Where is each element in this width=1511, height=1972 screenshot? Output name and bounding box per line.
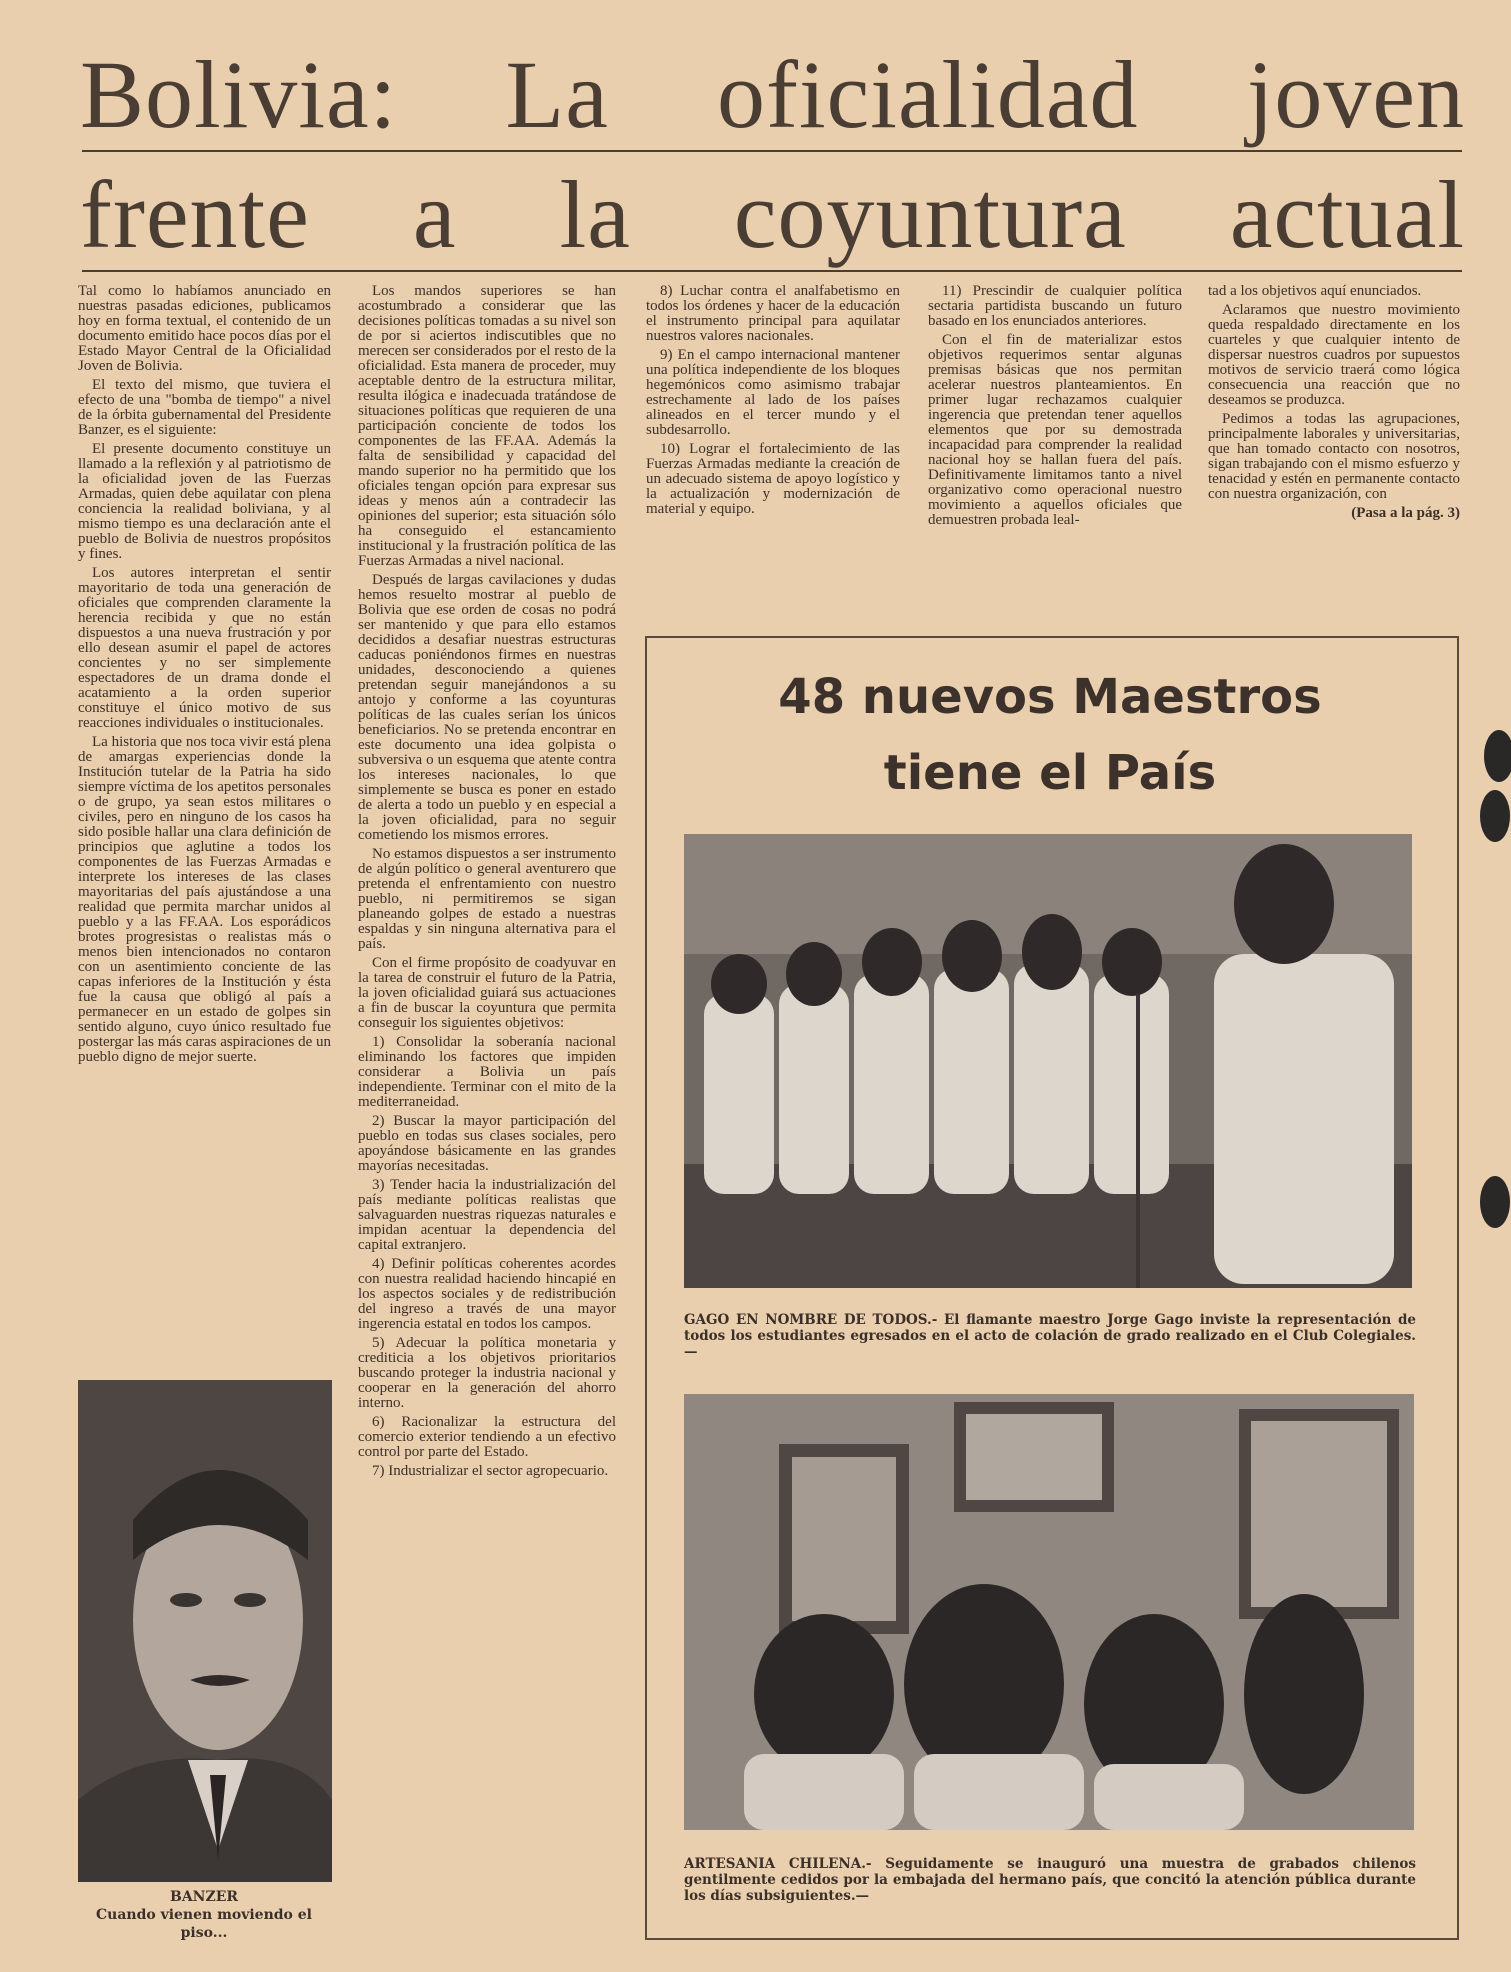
headline-line-2 <box>80 160 1465 270</box>
exhibition-caption: ARTESANIA CHILENA.- Seguidamente se inauguró una muestra de grabados chilenos gentilmente cedidos por la embajada del hermano país, que concitó la atención pública durante los días subsiguientes.— <box>684 1856 1416 1904</box>
article-column-3 <box>646 284 900 614</box>
paragraph: 8) Luchar contra el analfabetismo en todos los órdenes y hacer de la educación el instrumento principal para aquilatar nuestros valores nacionales. <box>646 284 900 344</box>
portrait-image <box>78 1380 332 1882</box>
headline-line-1 <box>80 40 1465 150</box>
paragraph: 5) Adecuar la política monetaria y crediticia a los objetivos prioritarios buscando proteger la industria nacional y cooperar en la generación del ahorro interno. <box>358 1335 616 1411</box>
headline-word: coyuntura <box>733 161 1127 268</box>
article-column-4 <box>928 284 1182 614</box>
paragraph: Los mandos superiores se han acostumbrado a considerar que las decisiones políticas tomadas a su nivel son de por si aciertos indiscutibles que no merecen ser considerados por el resto de la oficialidad. Esta manera de proceder, muy aceptable dentro de la estructura militar, resulta ilógica e inadecuada tratándose de situaciones políticas que requieren de una participación conciente de todos los componentes de las FF.AA. Además la falta de sensibilidad y capacidad del mando superior no ha permitido que los oficiales tengan opción para expresar sus ideas y menos aún a contradecir las opiniones del superior; esta situación sólo ha conseguido el estancamiento institucional y la frustración política de las Fuerzas Armadas a nivel nacional. <box>358 284 616 569</box>
paragraph: 4) Definir políticas coherentes acordes con nuestra realidad haciendo hincapié en los aspectos sociales y de redistribución del ingreso a través de una mayor ingerencia estatal en todos los campos. <box>358 1256 616 1332</box>
headline-word: actual <box>1229 161 1465 268</box>
headline-word: La <box>505 41 609 148</box>
article-column-5 <box>1208 284 1460 614</box>
banzer-photo <box>78 1380 332 1882</box>
paragraph: tad a los objetivos aquí enunciados. <box>1208 284 1422 299</box>
paragraph: La historia que nos toca vivir está plena de amargas experiencias donde la Institución tutelar de la Patria ha sido siempre víctima de los apetitos personales o de grupo, ya sean estos militares o civiles, pero en ninguno de los casos ha sido posible hallar una clara definición de principios que aglutine a todos los componentes de las Fuerzas Armadas e interprete los intereses de las clases mayoritarias del país ajustándose a una realidad que permita marchar unidos al pueblo y a las FF.AA. Los esporádicos brotes progresistas o realistas más o menos bien intencionados no contaron con un asentimiento conciente de las capas inferiores de la Institución y ésta fue la causa que obligó al país a permanecer en un estado de golpes sin sentido alguno, cuyo único resultado fue postergar las más caras aspiraciones de un pueblo digno de mejor suerte. <box>78 734 331 1065</box>
headline-word: Bolivia: <box>80 41 398 148</box>
article-column-2 <box>358 284 616 1934</box>
banzer-name: BANZER <box>169 1889 239 1905</box>
paragraph: 2) Buscar la mayor participación del pueblo en todas sus clases sociales, pero apoyándose básicamente en las grandes mayorías necesitadas. <box>358 1113 616 1174</box>
paragraph: Pedimos a todas las agrupaciones, principalmente laborales y universitarias, que han tomado contacto con nosotros, sigan trabajando con el mismo esfuerzo y tenacidad y estén en permanente contacto con nuestra organización, con <box>1208 411 1460 502</box>
graduation-photo <box>684 834 1412 1288</box>
graduation-caption: GAGO EN NOMBRE DE TODOS.- El flamante maestro Jorge Gago inviste la representación de todos los estudiantes egresados en el acto de colación de grado realizado en el Club Colegiales.— <box>684 1312 1416 1360</box>
binder-hole <box>1484 730 1511 782</box>
paragraph: Aclaramos que nuestro movimiento queda respaldado directamente en los cuarteles y que cualquier intento de dispersar nuestros cuadros por supuestos motivos de servicio traerá como lógica consecuencia una reacción que no deseamos se produzca. <box>1208 302 1460 408</box>
paragraph: 10) Lograr el fortalecimiento de las Fuerzas Armadas mediante la creación de un adecuado sistema de apoyo logístico y la actualización y modernización de material y equipo. <box>646 441 900 517</box>
maestros-title-line-2: tiene el País <box>883 745 1217 801</box>
headline-word: oficialidad <box>717 41 1139 148</box>
paragraph: 3) Tender hacia la industrialización del país mediante políticas realistas que salvaguarden nuestras riquezas naturales e impidan acentuar la dependencia del capital extranjero. <box>358 1177 616 1253</box>
headline-rule <box>82 150 1462 152</box>
paragraph: Después de largas cavilaciones y dudas hemos resuelto mostrar al pueblo de Bolivia que ese orden de cosas no podrá ser mantenido y que para ello estamos decididos a desafiar nuestras estructuras caducas poniéndonos firmes en nuestras unidades, desconociendo a quienes pretendan seguir manejándonos a su antojo y conforme a las coyunturas políticas de las cuales serían los únicos beneficiarios. No se pretenda encontrar en este documento una idea golpista o subversiva o un esquema que atente contra los intereses nacionales, lo que simplemente se busca es poner en estado de alerta a todo un pueblo y en especial a la joven oficialidad, para no seguir cometiendo los mismos errores. <box>358 572 616 843</box>
paragraph: Tal como lo habíamos anunciado en nuestras pasadas ediciones, publicamos hoy en forma textual, el contenido de un documento emitido hace pocos días por el Estado Mayor Central de la Oficialidad Joven de Bolivia. <box>78 284 331 374</box>
paragraph: No estamos dispuestos a ser instrumento de algún político o general aventurero que pretenda el enfrentamiento con nuestro pueblo, ni permitiremos se sigan planeando golpes de estado a nuestras espaldas y sin ninguna alternativa para el país. <box>358 846 616 952</box>
paragraph: El presente documento constituye un llamado a la reflexión y al patriotismo de la oficialidad joven de las Fuerzas Armadas, quien debe aquilatar con plena conciencia la realidad boliviana, y al mismo tiempo es una declaración ante el pueblo de Bolivia de nuestros propósitos y fines. <box>78 441 331 562</box>
banzer-caption <box>78 1888 330 1942</box>
paragraph: 1) Consolidar la soberanía nacional eliminando los factores que impiden considerar a Bolivia un país independiente. Terminar con el mito de la mediterraneidad. <box>358 1034 616 1110</box>
banzer-caption-text: Cuando vienen moviendo el piso... <box>96 1907 312 1941</box>
paragraph: Los autores interpretan el sentir mayoritario de toda una generación de oficiales que comprenden claramente la herencia recibida y que no están dispuestos a una nueva frustración y por ello desean asumir el papel de actores concientes y no ser simplemente espectadores de un drama donde el acatamiento a la orden superior constituye el único motivo de sus reacciones individuales o institucionales. <box>78 565 331 731</box>
binder-hole <box>1480 790 1510 842</box>
headline-rule-bottom <box>82 270 1462 272</box>
paragraph: 9) En el campo internacional mantener una política independiente de los bloques hegemónicos como asimismo trabajar estrechamente al lado de los países alineados en el tercer mundo y el subdesarrollo. <box>646 347 900 438</box>
headline-word: joven <box>1246 41 1465 148</box>
paragraph: 11) Prescindir de cualquier política sectaria partidista buscando un futuro basado en los enunciados anteriores. <box>928 284 1182 329</box>
headline-word: a <box>412 161 457 268</box>
headline-word: frente <box>80 161 310 268</box>
graduation-image <box>684 834 1412 1288</box>
paragraph: Con el firme propósito de coadyuvar en la tarea de construir el futuro de la Patria, la joven oficialidad guiará sus actuaciones a fin de buscar la coyuntura que permita conseguir los siguientes objetivos: <box>358 955 616 1031</box>
maestros-title-line-1: 48 nuevos Maestros <box>778 669 1322 725</box>
paragraph: El texto del mismo, que tuviera el efecto de una "bomba de tiempo" a nivel de la órbita gubernamental del Presidente Banzer, es el siguiente: <box>78 377 331 438</box>
exhibition-photo <box>684 1394 1414 1830</box>
paragraph: 7) Industrializar el sector agropecuario. <box>372 1463 609 1479</box>
binder-hole <box>1480 1176 1510 1228</box>
article-column-1 <box>78 284 331 1354</box>
headline-word: la <box>559 161 631 268</box>
exhibition-image <box>684 1394 1414 1830</box>
continued-on-page: (Pasa a la pág. 3) <box>1351 505 1460 521</box>
paragraph: Con el fin de materializar estos objetivos requerimos sentar algunas premisas básicas que nos permitan acelerar nuestros planteamientos. En primer lugar rechazamos cualquier ingerencia que pretendan tener aquellos elementos que por su demostrada incapacidad para comprender la realidad nacional hoy se hallan fuera del país. Definitivamente limitamos tanto a nivel organizativo como operacional nuestro movimiento a aquellos oficiales que demuestren probada leal- <box>928 332 1182 528</box>
paragraph: 6) Racionalizar la estructura del comercio exterior tendiendo a un efectivo control por parte del Estado. <box>358 1414 616 1460</box>
